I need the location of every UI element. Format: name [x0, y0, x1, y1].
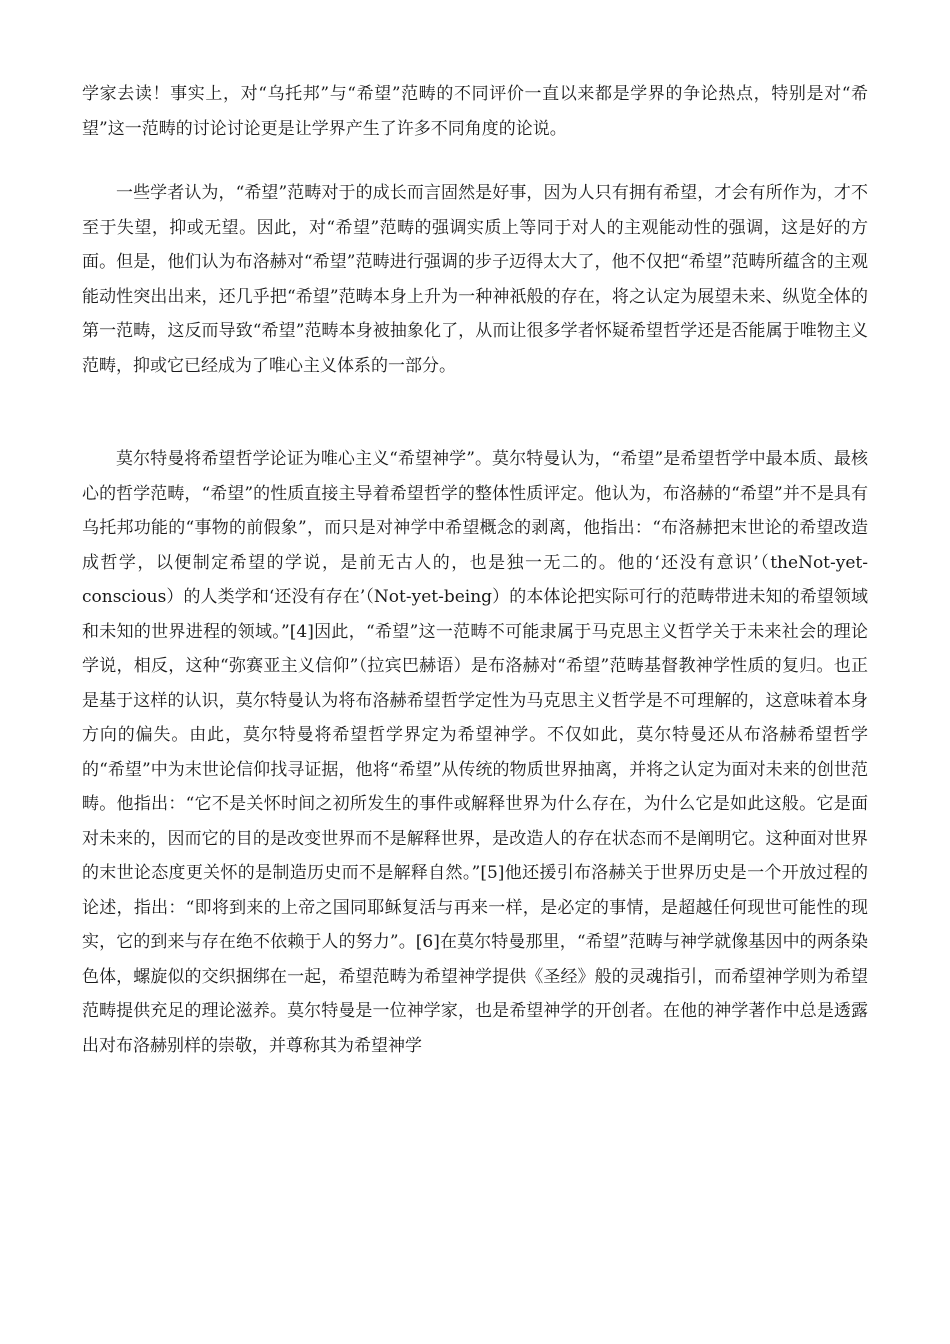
paragraph-scholars-view: 一些学者认为，“希望”范畴对于的成长而言固然是好事，因为人只有拥有希望，才会有所作为，才不至于失望，抑或无望。因此，对“希望”范畴的强调实质上等同于对人的主观能动性的强调，这是好的方面。但是，他们认为布洛赫对“希望”范畴进行强调的步子迈得太大了，他不仅把“希望”范畴所蕴含的主观能动性突出出来，还几乎把“希望”范畴本身上升为一种神祇般的存在，将之认定为展望未来、纵览全体的第一范畴，这反而导致“希望”范畴本身被抽象化了，从而让很多学者怀疑希望哲学还是否能属于唯物主义范畴，抑或它已经成为了唯心主义体系的一部分。 [82, 183, 868, 376]
paragraph-moltmann: 莫尔特曼将希望哲学论证为唯心主义“希望神学”。莫尔特曼认为，“希望”是希望哲学中最本质、最核心的哲学范畴，“希望”的性质直接主导着希望哲学的整体性质评定。他认为，布洛赫的“希望”并不是具有乌托邦功能的“事物的前假象”，而只是对神学中希望概念的剥离，他指出：“布洛赫把末世论的希望改造成哲学，以便制定希望的学说，是前无古人的，也是独一无二的。他的‘还没有意识’（theNot-yet-conscious）的人类学和‘还没有存在’（Not-yet-being）的本体论把实际可行的范畴带进未知的希望领域和未知的世界进程的领域。”[4]因此，“希望”这一范畴不可能隶属于马克思主义哲学关于未来社会的理论学说，相反，这种“弥赛亚主义信仰”（拉宾巴赫语）是布洛赫对“希望”范畴基督教神学性质的复归。也正是基于这样的认识，莫尔特曼认为将布洛赫希望哲学定性为马克思主义哲学是不可理解的，这意味着本身方向的偏失。由此，莫尔特曼将希望哲学界定为希望神学。不仅如此，莫尔特曼还从布洛赫希望哲学的“希望”中为末世论信仰找寻证据，他将“希望”从传统的物质世界抽离，并将之认定为面对未来的创世范畴。他指出：“它不是关怀时间之初所发生的事件或解释世界为什么存在，为什么它是如此这般。它是面对未来的，因而它的目的是改变世界而不是解释世界，是改造人的存在状态而不是阐明它。这种面对世界的末世论态度更关怀的是制造历史而不是解释自然。”[5]他还援引布洛赫关于世界历史是一个开放过程的论述，指出：“即将到来的上帝之国同耶稣复活与再来一样，是必定的事情，是超越任何现世可能性的现实，它的到来与存在绝不依赖于人的努力”。[6]在莫尔特曼那里，“希望”范畴与神学就像基因中的两条染色体，螺旋似的交织捆绑在一起，希望范畴为希望神学提供《圣经》般的灵魂指引，而希望神学则为希望范畴提供充足的理论滋养。莫尔特曼是一位神学家，也是希望神学的开创者。在他的神学著作中总是透露出对布洛赫别样的崇敬，并尊称其为希望神学 [82, 449, 868, 1056]
paragraph-continuation: 学家去读！事实上，对“乌托邦”与“希望”范畴的不同评价一直以来都是学界的争论热点，特别是对“希望”这一范畴的讨论讨论更是让学界产生了许多不同角度的论说。 [82, 84, 868, 139]
